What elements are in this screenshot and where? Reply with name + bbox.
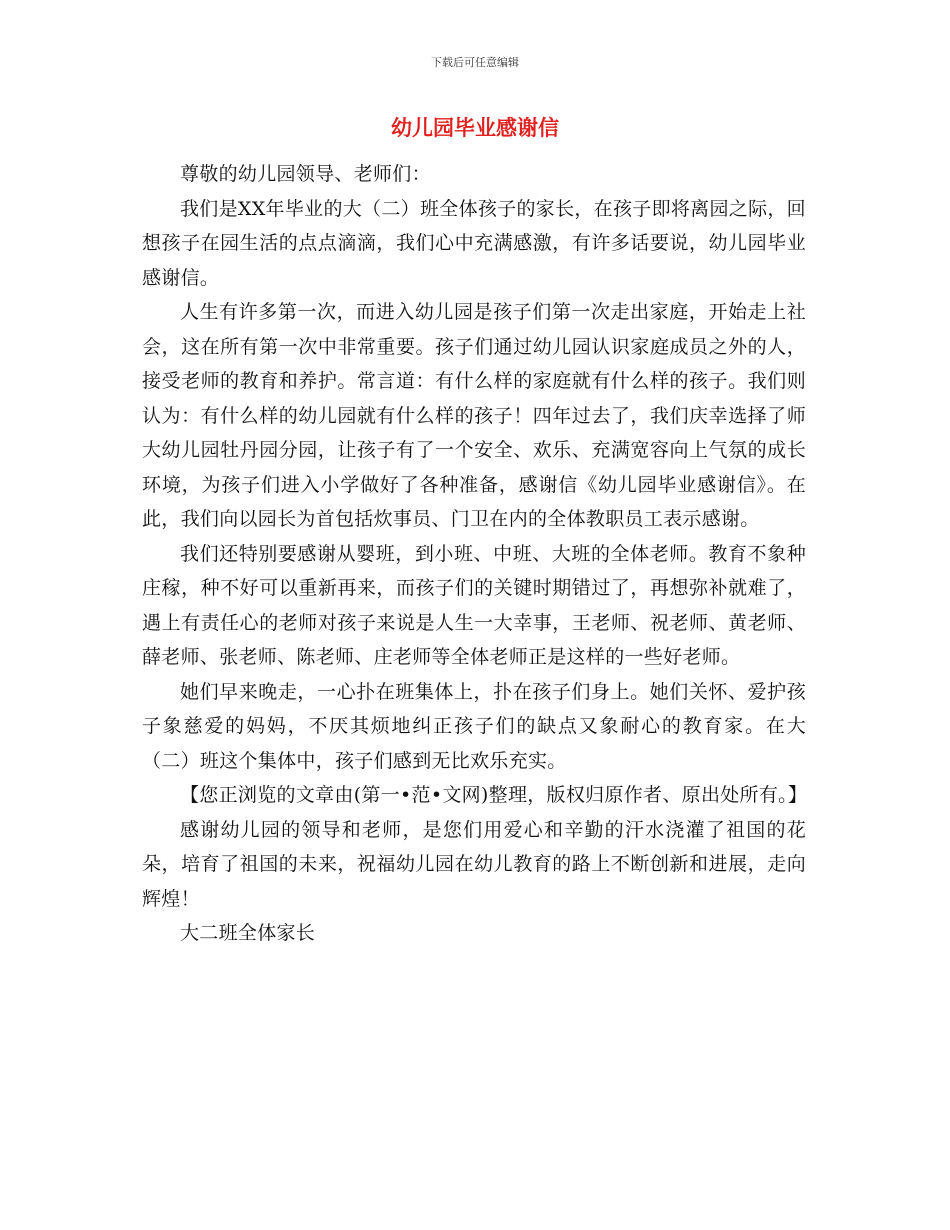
- document-title: 幼儿园毕业感谢信: [391, 115, 559, 140]
- paragraph-first-time: 人生有许多第一次，而进入幼儿园是孩子们第一次走出家庭，开始走上社会，这在所有第一次中非常重要。孩子们通过幼儿园认识家庭成员之外的人，接受老师的教育和养护。常言道：有什么样的家庭就有什么样的孩子。我们则认为：有什么样的幼儿园就有什么样的孩子！四年过去了，我们庆幸选择了师大幼儿园牡丹园分园，让孩子有了一个安全、欢乐、充满宽容向上气氛的成长环境，为孩子们进入小学做好了各种准备，感谢信《幼儿园毕业感谢信》。在此，我们向以园长为首包括炊事员、门卫在内的全体教职员工表示感谢。: [142, 301, 806, 530]
- salutation: 尊敬的幼儿园领导、老师们：: [180, 163, 431, 185]
- header-note: 下载后可任意编辑: [431, 56, 519, 69]
- signature: 大二班全体家长: [180, 922, 316, 944]
- copyright-notice: 【您正浏览的文章由(第一•范•文网)整理，版权归原作者、原出处所有。】: [180, 784, 808, 806]
- letter-body: [142, 157, 806, 951]
- paragraph-care: 她们早来晚走，一心扑在班集体上，扑在孩子们身上。她们关怀、爱护孩子象慈爱的妈妈，不厌其烦地纠正孩子们的缺点又象耐心的教育家。在大（二）班这个集体中，孩子们感到无比欢乐充实。: [142, 680, 806, 772]
- paragraph-teachers: 我们还特别要感谢从婴班，到小班、中班、大班的全体老师。教育不象种庄稼，种不好可以重新再来，而孩子们的关键时期错过了，再想弥补就难了，遇上有责任心的老师对孩子来说是人生一大幸事，王老师、祝老师、黄老师、薛老师、张老师、陈老师、庄老师等全体老师正是这样的一些好老师。: [142, 542, 806, 668]
- paragraph-intro: 我们是XX年毕业的大（二）班全体孩子的家长，在孩子即将离园之际，回想孩子在园生活的点点滴滴，我们心中充满感激，有许多话要说，幼儿园毕业感谢信。: [142, 197, 806, 289]
- paragraph-thanks: 感谢幼儿园的领导和老师，是您们用爱心和辛勤的汗水浇灌了祖国的花朵，培育了祖国的未来，祝福幼儿园在幼儿教育的路上不断创新和进展，走向辉煌！: [142, 818, 806, 910]
